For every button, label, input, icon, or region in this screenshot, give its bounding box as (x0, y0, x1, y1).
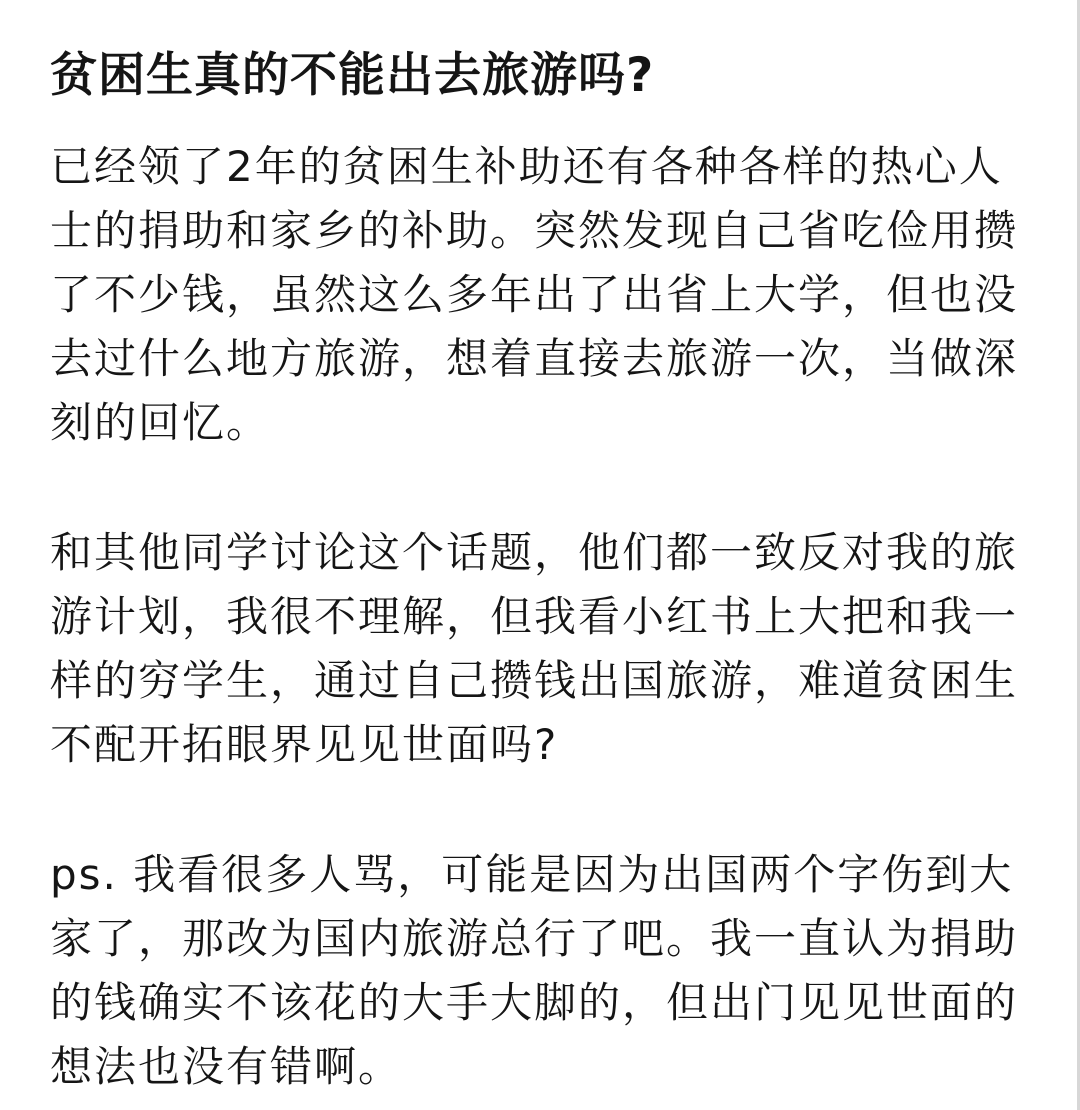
post-body (50, 135, 1040, 1099)
paragraph-2: 和其他同学讨论这个话题，他们都一致反对我的旅 游计划，我很不理解，但我看小红书上大把和我一 样的穷学生，通过自己攒钱出国旅游，难道贫困生 不配开拓眼界见见世面吗? (50, 528, 1019, 769)
paragraph-3: ps. 我看很多人骂，可能是因为出国两个字伤到大 家了，那改为国内旅游总行了吧。我一直认为捐助 的钱确实不该花的大手大脚的，但出门见见世面的 想法也没有错啊。 (50, 850, 1019, 1091)
post-title: 贫困生真的不能出去旅游吗? (50, 48, 655, 103)
post-content (50, 40, 1040, 1099)
paragraph-1: 已经领了2年的贫困生补助还有各种各样的热心人 士的捐助和家乡的补助。突然发现自己省吃俭用攒 了不少钱，虽然这么多年出了出省上大学，但也没 去过什么地方旅游，想着直接去旅游一次，当做深 刻的回忆。 (50, 142, 1019, 447)
